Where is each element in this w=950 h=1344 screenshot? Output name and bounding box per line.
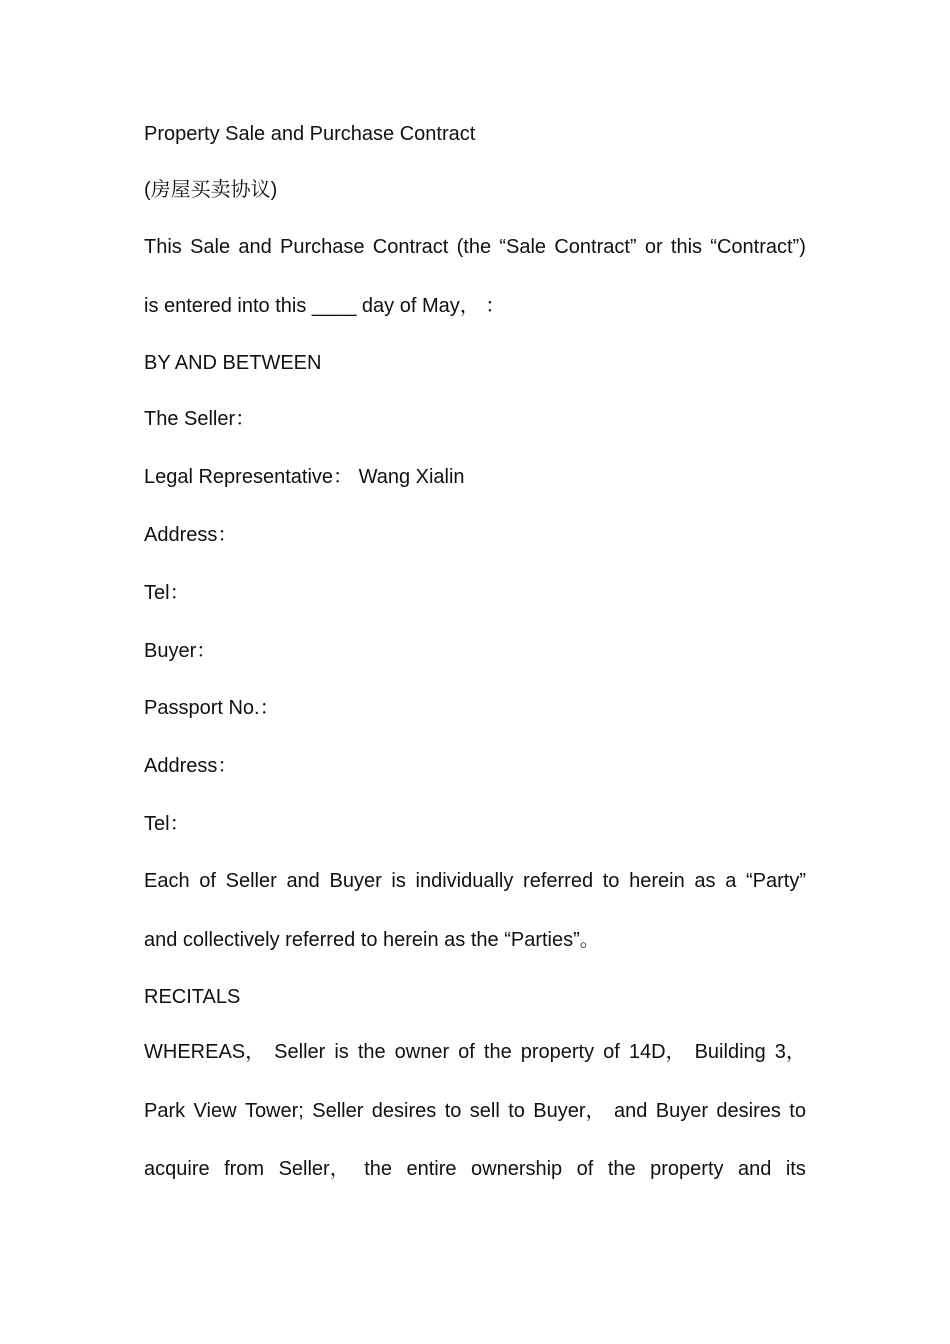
word: desires <box>371 1100 437 1122</box>
word: and <box>738 1158 772 1180</box>
word: Seller <box>312 1100 364 1122</box>
word: to <box>508 1100 525 1122</box>
word: the <box>483 1041 512 1063</box>
buyer-label: Buyer： <box>144 640 217 662</box>
word: “Contract”) <box>710 236 806 258</box>
word: is <box>334 1041 349 1063</box>
word: Seller <box>225 870 277 892</box>
word: Purchase <box>280 236 365 258</box>
word: the <box>364 1158 393 1180</box>
buyer-address: Address： <box>144 755 238 777</box>
word: from <box>224 1158 265 1180</box>
word: property <box>650 1158 724 1180</box>
word: ownership <box>471 1158 563 1180</box>
whereas-line-1 <box>144 1038 806 1066</box>
word: Park <box>144 1100 186 1122</box>
word: and <box>613 1100 648 1122</box>
word: This <box>144 236 182 258</box>
whereas-line-2 <box>144 1097 806 1125</box>
word: to <box>789 1100 806 1122</box>
word: of <box>199 870 216 892</box>
document-subtitle: (房屋买卖协议) <box>144 179 278 201</box>
word: 3， <box>774 1041 806 1063</box>
word: individually <box>415 870 514 892</box>
legal-representative: Legal Representative： Wang Xialin <box>144 466 465 488</box>
word: Buyer <box>655 1100 708 1122</box>
buyer-tel: Tel： <box>144 813 190 835</box>
word: Buyer， <box>533 1100 606 1122</box>
whereas-line-3 <box>144 1155 806 1183</box>
word: a <box>725 870 737 892</box>
word: Tower; <box>244 1100 304 1122</box>
word: the <box>357 1041 386 1063</box>
word: View <box>193 1100 237 1122</box>
word: of <box>576 1158 594 1180</box>
word: and <box>238 236 272 258</box>
word: is <box>391 870 406 892</box>
intro-line-1 <box>144 233 806 261</box>
word: the <box>607 1158 636 1180</box>
seller-tel: Tel： <box>144 582 190 604</box>
word: to <box>602 870 620 892</box>
word: Seller <box>274 1041 326 1063</box>
word: Each <box>144 870 190 892</box>
parties-line-2: and collectively referred to herein as the “Parties”。 <box>144 929 600 951</box>
word: this <box>670 236 703 258</box>
word: “Party” <box>745 870 806 892</box>
word: herein <box>629 870 685 892</box>
parties-line-1 <box>144 867 806 895</box>
word: acquire <box>144 1158 210 1180</box>
word: 14D， <box>628 1041 686 1063</box>
document-title: Property Sale and Purchase Contract <box>144 123 476 145</box>
word: of <box>603 1041 620 1063</box>
word: and <box>286 870 320 892</box>
by-and-between-heading: BY AND BETWEEN <box>144 352 322 374</box>
word: entire <box>406 1158 457 1180</box>
seller-address: Address： <box>144 524 238 546</box>
word: Sale <box>190 236 231 258</box>
word: Contract” <box>554 236 637 258</box>
word: Building <box>694 1041 766 1063</box>
word: desires <box>716 1100 781 1122</box>
word: its <box>785 1158 806 1180</box>
word: sell <box>469 1100 500 1122</box>
word: WHEREAS， <box>144 1041 266 1063</box>
word: owner <box>394 1041 450 1063</box>
word: Seller， <box>278 1158 350 1180</box>
word: or <box>644 236 663 258</box>
word: referred <box>523 870 594 892</box>
word: Buyer <box>329 870 382 892</box>
word: property <box>520 1041 595 1063</box>
word: as <box>694 870 716 892</box>
word: (the <box>456 236 492 258</box>
intro-line-2: is entered into this ____ day of May， ： <box>144 295 506 317</box>
seller-label: The Seller： <box>144 408 256 430</box>
recitals-heading: RECITALS <box>144 986 241 1008</box>
word: Contract <box>372 236 449 258</box>
word: to <box>444 1100 462 1122</box>
passport-number: Passport No.： <box>144 697 280 719</box>
word: “Sale <box>499 236 547 258</box>
word: of <box>458 1041 475 1063</box>
